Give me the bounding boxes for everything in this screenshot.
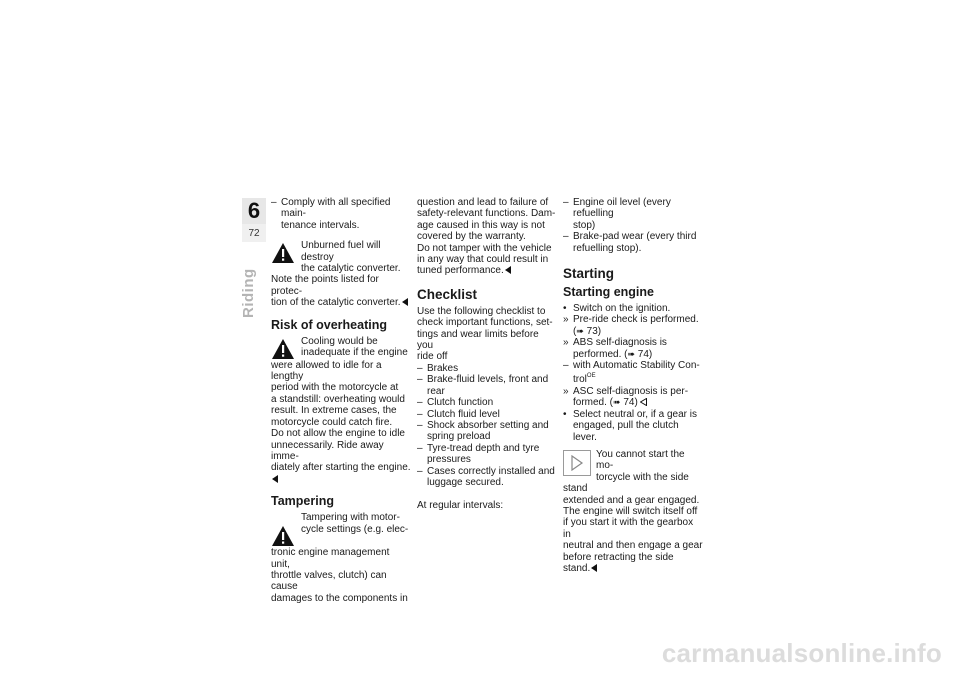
list-item: – Comply with all specified main- tenance intervals. (271, 197, 391, 231)
warning-triangle-icon (271, 338, 295, 360)
list-item: » Pre-ride check is performed. (➠ 73) (563, 314, 699, 337)
column-2: question and lead to failure of safety-relevant functions. Dam- age caused in this way is not covered by the warranty. Do not tamper with the vehicle in any way that could result in tuned performance. Checklist Use the following checklist to check important functions, set- tings and wear limits before you ride off – Brakes – Brake-fluid levels, front and rear – Clutch function – Clutch fluid level – Shock absorber setting and spring preload – Tyre-tread depth and tyre pressures – Cases correctly installed and luggage secured. At regular intervals: (417, 197, 556, 512)
warning-tampering: Tampering with motor- cycle settings (e.g. elec- tronic engine management unit, throttle valves, clutch) can cause damages to the components in (271, 512, 409, 604)
warning-triangle-icon (271, 242, 295, 264)
list-item: – Clutch function (417, 397, 494, 409)
column-3 (563, 197, 703, 574)
end-of-section-icon (591, 564, 597, 572)
list-item: – Shock absorber setting and spring preload (417, 419, 549, 443)
end-of-section-icon (402, 298, 408, 306)
list-item: – Brake-fluid levels, front and rear (417, 374, 549, 397)
end-of-step-icon (640, 398, 647, 406)
list-item: – Brakes (417, 362, 459, 374)
warning-triangle-icon (271, 525, 295, 547)
page-reference-icon: ➠ (613, 397, 621, 408)
optional-equipment-mark: OE (586, 373, 596, 380)
list-item: – Tyre-tread depth and tyre pressures (417, 442, 540, 466)
heading-checklist: Checklist (417, 286, 478, 302)
list-item: – Cases correctly installed and luggage secured. (417, 465, 555, 488)
heading-overheating: Risk of overheating (271, 317, 387, 332)
list-item: » ABS self-diagnosis is performed. (➠ 74) (563, 337, 667, 360)
note-triangle-icon (563, 450, 591, 476)
watermark: carmanualsonline.info (661, 638, 942, 668)
checklist (417, 363, 557, 488)
column-1 (271, 197, 411, 604)
warning-overheating: Cooling would be inadequate if the engine were allowed to idle for a lengthy period with the motorcycle at a standstill: overheating would result. In extreme cases, the motorcycle could catch fire. Do not allow the engine to idle unnecessarily. Ride away imme- diately after starting the engine. (271, 336, 411, 485)
heading-tampering: Tampering (271, 494, 334, 509)
heading-starting-engine: Starting engine (563, 285, 654, 300)
list-item: • Switch on the ignition. (563, 303, 671, 315)
list-item: – Clutch fluid level (417, 408, 500, 420)
list-item: – Engine oil level (every refuelling stop) (563, 197, 671, 231)
end-of-section-icon (505, 266, 511, 274)
chapter-number: 6 (242, 198, 266, 224)
page-reference-icon: ➠ (576, 325, 584, 336)
page-number: 72 (242, 224, 266, 242)
list-item: – with Automatic Stability Con- trol$^{OE}$ (563, 360, 700, 386)
heading-starting: Starting (563, 266, 615, 282)
chapter-title: Riding (240, 268, 257, 318)
intervals-list (563, 197, 703, 254)
warning-catalytic: Unburned fuel will destroy the catalytic converter. Note the points listed for protec- tion of the catalytic converter. (271, 240, 411, 308)
page-reference-icon: ➠ (627, 348, 636, 359)
list-item: – Brake-pad wear (every third refuelling stop). (563, 231, 697, 254)
note-side-stand: You cannot start the mo- torcycle with the side stand extended and a gear engaged. The engine will switch itself off if you start it with the gearbox in neutral and then engage a gear before retracting the side stand. (563, 448, 703, 574)
chapter-tab (242, 198, 266, 242)
list-item: • Select neutral or, if a gear is engaged, pull the clutch lever. (563, 408, 697, 443)
end-of-section-icon (272, 475, 278, 483)
list-item: » ASC self-diagnosis is per- formed. (➠ 74) (563, 385, 689, 409)
